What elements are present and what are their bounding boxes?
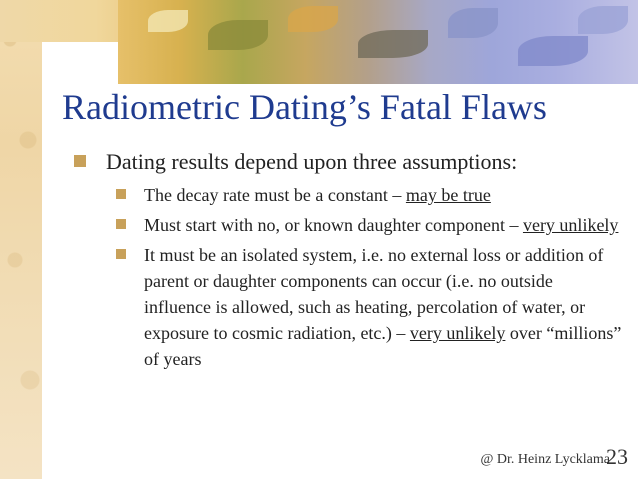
slide-footer: @ Dr. Heinz Lycklama bbox=[480, 452, 610, 467]
square-bullet-icon bbox=[74, 155, 86, 167]
decorative-banner-band bbox=[118, 0, 638, 84]
sub-bullet-emphasis: very unlikely bbox=[522, 215, 619, 235]
sub-bullet-text: The decay rate must be a constant – bbox=[144, 185, 406, 205]
decorative-top-banner bbox=[0, 0, 638, 42]
sub-bullet-suffix: over “millions” of years bbox=[144, 323, 622, 369]
sub-bullet-item bbox=[64, 242, 624, 372]
bullet-item bbox=[64, 148, 624, 176]
sub-bullet-emphasis: may be true bbox=[405, 185, 491, 205]
sub-bullet-text: It must be an isolated system, i.e. no external loss or addition of parent or daughter components can occur (i.e. no outside influence is allowed, such as heating, percolation of water, or exposure to cosmic radiation, etc.) – bbox=[144, 245, 604, 343]
sub-bullet-item bbox=[64, 212, 624, 238]
sub-bullet-emphasis: very unlikely bbox=[409, 323, 506, 343]
square-bullet-icon bbox=[116, 189, 126, 199]
bullet-list bbox=[64, 148, 624, 376]
sub-bullet-text: Must start with no, or known daughter component – bbox=[144, 215, 523, 235]
slide-title: Radiometric Dating’s Fatal Flaws bbox=[62, 87, 547, 127]
square-bullet-icon bbox=[116, 249, 126, 259]
bullet-text: Dating results depend upon three assumptions: bbox=[106, 149, 518, 174]
page-number: 23 bbox=[606, 444, 628, 469]
square-bullet-icon bbox=[116, 219, 126, 229]
sub-bullet-item bbox=[64, 182, 624, 208]
decorative-left-strip bbox=[0, 0, 42, 479]
